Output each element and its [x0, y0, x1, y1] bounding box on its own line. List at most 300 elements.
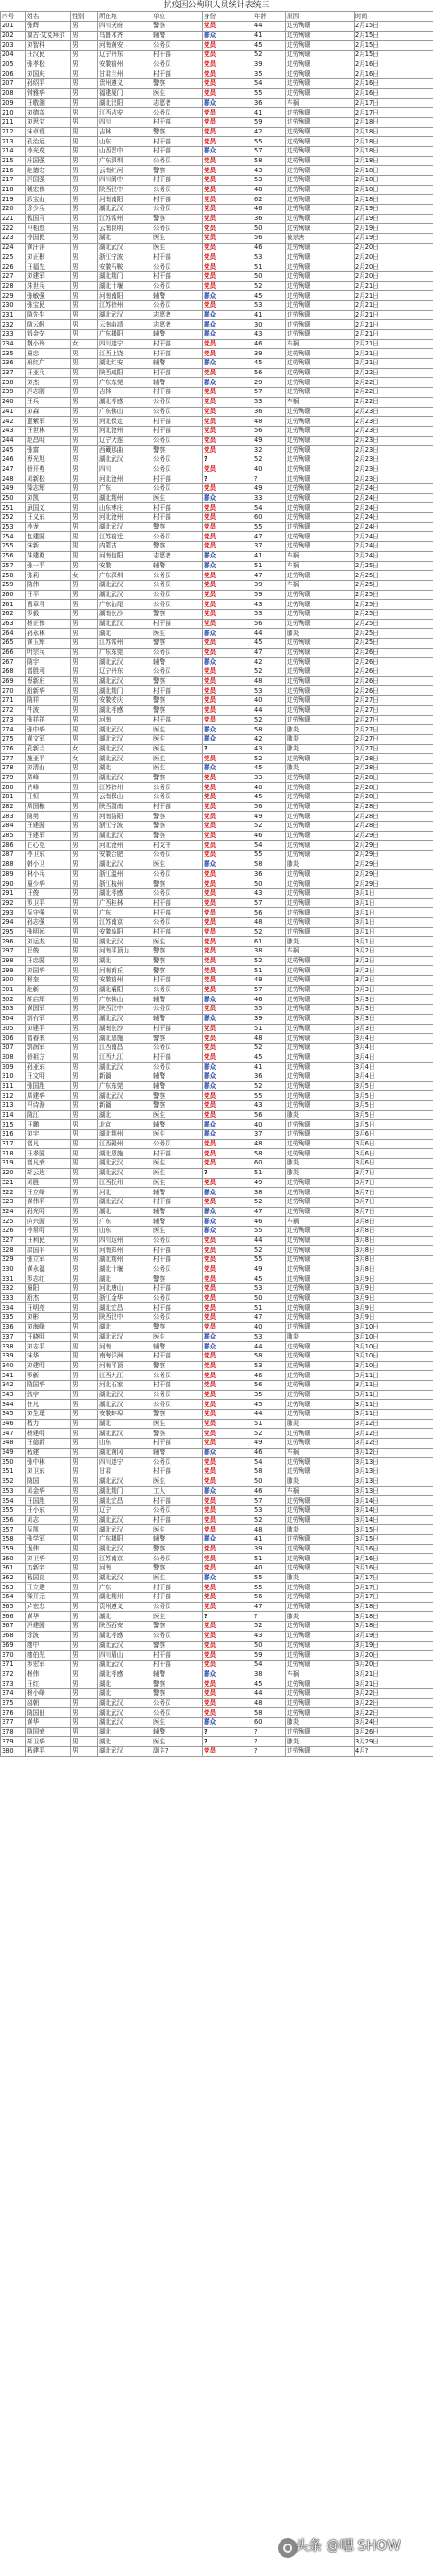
row-date: 2月29日	[355, 869, 433, 879]
row-date: 2月20日	[355, 243, 433, 253]
row-date: 3月10日	[355, 1332, 433, 1342]
row-name: 徐祖方	[26, 1053, 71, 1063]
row-date: 2月17日	[355, 108, 433, 118]
row-identity: 党员	[203, 1544, 253, 1554]
row-name: 施亚平	[26, 754, 71, 764]
row-name: 陈云帆	[26, 320, 71, 330]
row-cause: 过劳殉职	[286, 69, 355, 79]
row-location: 湖北武汉	[98, 1429, 152, 1439]
row-sex: 男	[71, 667, 98, 677]
row-age: 52	[253, 51, 286, 60]
row-no: 201	[1, 22, 26, 32]
row-location: 内蒙古	[98, 542, 152, 552]
row-name: 王平	[26, 590, 71, 600]
row-location: 广东	[98, 1583, 152, 1593]
row-no: 281	[1, 793, 26, 803]
table-row	[1, 339, 433, 349]
row-age: 54	[253, 1458, 286, 1467]
row-cause: 车祸	[286, 339, 355, 349]
row-unit: 警察	[152, 542, 203, 552]
row-unit: 医生	[152, 1525, 203, 1535]
row-identity: 党员	[203, 1256, 253, 1265]
row-name: 王敬湘	[26, 98, 71, 108]
row-unit: 公务员	[152, 397, 203, 407]
row-age: 40	[253, 1564, 286, 1574]
row-name: 蔡新庄	[26, 676, 71, 686]
row-identity: 党员	[203, 1419, 253, 1429]
row-date: 2月16日	[355, 88, 433, 98]
row-sex: 男	[71, 1400, 98, 1410]
row-name: 徐开勇	[26, 465, 71, 474]
row-cause: 过劳殉职	[286, 1429, 355, 1439]
table-row	[1, 1091, 433, 1101]
row-location: 湖北武汉	[98, 831, 152, 841]
row-no: 242	[1, 417, 26, 427]
row-date: 3月20日	[355, 1660, 433, 1670]
row-date: 3月8日	[355, 1265, 433, 1274]
row-sex: 男	[71, 446, 98, 455]
row-unit: 村干部	[152, 349, 203, 359]
row-date: 3月18日	[355, 1622, 433, 1632]
row-identity: 党员	[203, 88, 253, 98]
row-identity: 党员	[203, 234, 253, 244]
row-cause: 过劳殉职	[286, 368, 355, 378]
row-unit: 警察	[152, 446, 203, 455]
row-date: 3月4日	[355, 1053, 433, 1063]
row-identity: 党员	[203, 1274, 253, 1284]
row-location: 湖北武汉	[98, 1660, 152, 1670]
row-age: 49	[253, 1265, 286, 1274]
row-age: 50	[253, 1477, 286, 1486]
table-row	[1, 1583, 433, 1593]
table-row	[1, 1554, 433, 1564]
row-identity: 党员	[203, 947, 253, 957]
row-date: 3月1日	[355, 898, 433, 908]
row-cause: 过劳殉职	[286, 1698, 355, 1708]
row-date: 2月23日	[355, 446, 433, 455]
row-no: 280	[1, 783, 26, 793]
row-identity: 党员	[203, 705, 253, 715]
row-age: 53	[253, 609, 286, 619]
row-sex: 男	[71, 1544, 98, 1554]
header-date: 时间	[355, 12, 433, 22]
row-sex: 男	[71, 1622, 98, 1632]
row-name: 李常明	[26, 1226, 71, 1236]
row-sex: 男	[71, 1351, 98, 1361]
row-location: 湖北武汉	[98, 860, 152, 869]
row-unit: 村干部	[152, 1439, 203, 1449]
row-location: 陕西汉中	[98, 1005, 152, 1015]
row-no: 271	[1, 696, 26, 706]
row-name: 夏阳	[26, 1284, 71, 1294]
table-row	[1, 513, 433, 523]
row-no: 216	[1, 166, 26, 176]
row-age: 36	[253, 214, 286, 224]
row-identity: 党员	[203, 1505, 253, 1515]
row-cause: 过劳殉职	[286, 1534, 355, 1544]
row-no: 235	[1, 349, 26, 359]
row-sex: 男	[71, 1284, 98, 1294]
row-location: 河南平顶山	[98, 947, 152, 957]
row-sex: 男	[71, 1207, 98, 1217]
row-cause: 过劳殉职	[286, 1641, 355, 1651]
row-cause: 过劳殉职	[286, 436, 355, 446]
row-name: 李国民	[26, 234, 71, 244]
row-unit: 公务员	[152, 580, 203, 590]
row-name: 莫古·艾克拜尔	[26, 31, 71, 41]
row-no: 250	[1, 493, 26, 503]
row-location: 湖北武汉	[98, 1573, 152, 1583]
row-age: 53	[253, 397, 286, 407]
row-sex: 男	[71, 1505, 98, 1515]
row-age: 52	[253, 455, 286, 465]
row-cause: 过劳殉职	[286, 812, 355, 822]
row-unit: 警察	[152, 676, 203, 686]
row-location: 乌鲁木齐	[98, 31, 152, 41]
row-name: 张中华	[26, 725, 71, 735]
row-no: 331	[1, 1274, 26, 1284]
table-row	[1, 243, 433, 253]
row-sex: 男	[71, 648, 98, 658]
row-unit: 公务员	[152, 869, 203, 879]
row-date: 2月25日	[355, 561, 433, 571]
table-row	[1, 214, 433, 224]
row-date: 2月28日	[355, 773, 433, 783]
row-age: 48	[253, 417, 286, 427]
table-row	[1, 117, 433, 127]
table-row	[1, 888, 433, 898]
row-sex: 男	[71, 88, 98, 98]
row-cause: 过劳殉职	[286, 224, 355, 234]
row-name: 刘国庆	[26, 69, 71, 79]
row-location: 湖北武汉	[98, 754, 152, 764]
row-unit: 警察	[152, 696, 203, 706]
row-name: 王明亮	[26, 1303, 71, 1313]
row-sex: 男	[71, 137, 98, 147]
row-identity: 党员	[203, 156, 253, 166]
table-row	[1, 1293, 433, 1303]
row-date: 3月4日	[355, 1072, 433, 1081]
row-identity: 党员	[203, 41, 253, 51]
row-name: 邓胜	[26, 1178, 71, 1188]
row-age: 43	[253, 888, 286, 898]
row-cause: 过劳殉职	[286, 696, 355, 706]
row-date: 3月3日	[355, 1014, 433, 1024]
row-unit: 公务员	[152, 600, 203, 610]
row-cause: 肺炎	[286, 734, 355, 744]
table-row	[1, 551, 433, 561]
row-name: 赵昌明	[26, 436, 71, 446]
table-row	[1, 1246, 433, 1256]
row-cause: 过劳殉职	[286, 51, 355, 60]
row-sex: 男	[71, 455, 98, 465]
row-date: 2月18日	[355, 195, 433, 205]
row-date: 3月11日	[355, 1380, 433, 1390]
row-cause: 过劳殉职	[286, 1043, 355, 1053]
row-unit: 公务员	[152, 571, 203, 581]
row-age: 55	[253, 1226, 286, 1236]
row-no: 267	[1, 658, 26, 667]
row-sex: 男	[71, 1708, 98, 1718]
header-location: 所在地	[98, 12, 152, 22]
row-sex: 女	[71, 339, 98, 349]
table-row	[1, 455, 433, 465]
row-no: 254	[1, 532, 26, 542]
row-date: 2月24日	[355, 484, 433, 494]
row-no: 329	[1, 1256, 26, 1265]
row-identity: 党员	[203, 349, 253, 359]
row-sex: 男	[71, 1380, 98, 1390]
row-identity: 党员	[203, 773, 253, 783]
row-age: 58	[253, 1467, 286, 1477]
row-date: 3月9日	[355, 1313, 433, 1323]
row-no: 341	[1, 1371, 26, 1381]
row-identity: 党员	[203, 898, 253, 908]
row-location: 广东揭阳	[98, 330, 152, 340]
row-location: 四川天府	[98, 22, 152, 32]
row-no: 219	[1, 195, 26, 205]
row-date: 3月4日	[355, 1063, 433, 1072]
row-sex: 男	[71, 676, 98, 686]
row-location: 贵州遵义	[98, 79, 152, 89]
row-no: 364	[1, 1593, 26, 1603]
row-name: 张宝民	[26, 300, 71, 310]
row-age: 55	[253, 1573, 286, 1583]
row-unit: 医生	[152, 744, 203, 754]
row-no: 212	[1, 127, 26, 137]
row-cause: 过劳殉职	[286, 1410, 355, 1420]
row-no: 282	[1, 802, 26, 812]
row-date: 2月28日	[355, 822, 433, 832]
row-location: 湖北武汉	[98, 580, 152, 590]
row-cause: 过劳殉职	[286, 851, 355, 860]
row-cause: 过劳殉职	[286, 1505, 355, 1515]
row-name: 王晓明	[26, 1332, 71, 1342]
row-no: 224	[1, 243, 26, 253]
row-no: 295	[1, 927, 26, 937]
row-age: 45	[253, 359, 286, 369]
row-sex: 男	[71, 1371, 98, 1381]
row-sex: 男	[71, 1429, 98, 1439]
row-age: 46	[253, 1217, 286, 1227]
row-unit: 公务员	[152, 300, 203, 310]
row-unit: 公务员	[152, 532, 203, 542]
row-unit: 村干部	[152, 503, 203, 513]
row-identity: 党员	[203, 1708, 253, 1718]
row-age: 47	[253, 1602, 286, 1612]
row-name: 陈先生	[26, 310, 71, 320]
row-sex: 男	[71, 1679, 98, 1689]
row-unit: 村干部	[152, 1651, 203, 1661]
row-cause: 过劳殉职	[286, 79, 355, 89]
row-name: 邓志	[26, 1515, 71, 1525]
row-location: 陕西汉中	[98, 1313, 152, 1323]
row-no: 317	[1, 1139, 26, 1149]
row-cause: 过劳殉职	[286, 359, 355, 369]
table-row	[1, 1256, 433, 1265]
row-cause: 过劳殉职	[286, 474, 355, 484]
row-age: 52	[253, 956, 286, 966]
row-cause: 过劳殉职	[286, 522, 355, 532]
table-row	[1, 407, 433, 417]
table-row	[1, 417, 433, 427]
row-date: 2月18日	[355, 185, 433, 195]
row-location: 湖北襄阳	[98, 985, 152, 995]
row-location: 江苏徐州	[98, 300, 152, 310]
row-unit: 村干部	[152, 146, 203, 156]
row-cause: 肺炎	[286, 1737, 355, 1747]
row-sex: 男	[71, 966, 98, 976]
row-location: 甘肃兰州	[98, 69, 152, 79]
row-age: 56	[253, 1110, 286, 1120]
row-sex: 男	[71, 417, 98, 427]
row-date: 2月26日	[355, 667, 433, 677]
row-unit: 医生	[152, 243, 203, 253]
row-date: 3月6日	[355, 1130, 433, 1140]
row-no: 323	[1, 1197, 26, 1207]
row-location: 浙江温州	[98, 869, 152, 879]
table-row	[1, 69, 433, 79]
row-name: 刘凯	[26, 493, 71, 503]
row-date: 3月6日	[355, 1139, 433, 1149]
row-date: 2月22日	[355, 397, 433, 407]
row-unit: 村干部	[152, 1053, 203, 1063]
row-date: 2月21日	[355, 339, 433, 349]
row-no: 294	[1, 917, 26, 927]
row-location: 浙江杭州	[98, 879, 152, 889]
row-name: 刘建平	[26, 1024, 71, 1034]
row-age: 44	[253, 629, 286, 639]
row-date: 3月5日	[355, 1120, 433, 1130]
row-location: 湖北武汉	[98, 619, 152, 629]
row-sex: 男	[71, 388, 98, 398]
row-date: 3月4日	[355, 1043, 433, 1053]
row-location: 湖北武汉	[98, 205, 152, 215]
row-cause: 肺炎	[286, 937, 355, 947]
row-identity: 党员	[203, 60, 253, 69]
row-cause: 过劳殉职	[286, 310, 355, 320]
row-name: 杨奎	[26, 976, 71, 986]
row-name: 程国良	[26, 1573, 71, 1583]
row-cause: 过劳殉职	[286, 609, 355, 619]
row-no: 297	[1, 947, 26, 957]
row-name: 蓝紫军	[26, 417, 71, 427]
row-identity: 党员	[203, 127, 253, 137]
row-identity: 党员	[203, 1043, 253, 1053]
row-date: 3月6日	[355, 1149, 433, 1159]
row-unit: 警察	[152, 79, 203, 89]
row-location: 河南商丘	[98, 966, 152, 976]
row-location: 湖北武汉	[98, 1525, 152, 1535]
row-name: 王小东	[26, 1505, 71, 1515]
row-sex: 男	[71, 1747, 98, 1757]
table-row	[1, 898, 433, 908]
table-row	[1, 1727, 433, 1737]
table-row	[1, 1371, 433, 1381]
row-cause: 过劳殉职	[286, 330, 355, 340]
row-date: 2月16日	[355, 69, 433, 79]
row-no: 354	[1, 1496, 26, 1506]
row-date: 3月14日	[355, 1515, 433, 1525]
row-date: 2月16日	[355, 60, 433, 69]
row-cause: 过劳殉职	[286, 417, 355, 427]
row-no: 325	[1, 1217, 26, 1227]
row-date: 3月8日	[355, 1226, 433, 1236]
row-age: 51	[253, 1168, 286, 1178]
row-no: 255	[1, 542, 26, 552]
row-age: 39	[253, 580, 286, 590]
table-row	[1, 1130, 433, 1140]
row-date: 3月1日	[355, 917, 433, 927]
row-sex: 女	[71, 571, 98, 581]
table-row	[1, 1612, 433, 1622]
row-sex: 男	[71, 1159, 98, 1169]
row-no: 324	[1, 1207, 26, 1217]
row-date: 3月29日	[355, 1737, 433, 1747]
row-age: 37	[253, 542, 286, 552]
row-sex: 男	[71, 1583, 98, 1593]
row-no: 372	[1, 1670, 26, 1679]
row-location: 四川眉山	[98, 1651, 152, 1661]
table-row	[1, 860, 433, 869]
row-identity: 群众	[203, 1072, 253, 1081]
row-no: 301	[1, 985, 26, 995]
table-row	[1, 822, 433, 832]
row-name: 罗卫平	[26, 898, 71, 908]
row-sex: 男	[71, 166, 98, 176]
table-row	[1, 1439, 433, 1449]
row-no: 374	[1, 1688, 26, 1698]
row-age: 39	[253, 60, 286, 69]
row-location: 河南洛阳	[98, 812, 152, 822]
row-cause: 过劳殉职	[286, 1120, 355, 1130]
row-sex: 男	[71, 879, 98, 889]
row-location: 广西桂林	[98, 898, 152, 908]
row-no: 349	[1, 1448, 26, 1458]
row-identity: 党员	[203, 185, 253, 195]
row-date: 3月6日	[355, 1159, 433, 1169]
row-date: 2月25日	[355, 639, 433, 649]
row-age: 50	[253, 224, 286, 234]
row-name: 赵新	[26, 985, 71, 995]
row-date: 3月19日	[355, 1641, 433, 1651]
row-identity: 党员	[203, 1313, 253, 1323]
row-age: 56	[253, 802, 286, 812]
row-name: 吴凯	[26, 1525, 71, 1535]
row-age: 47	[253, 1313, 286, 1323]
table-row	[1, 763, 433, 773]
row-date: 2月18日	[355, 117, 433, 127]
row-identity: 群众	[203, 561, 253, 571]
table-row	[1, 1564, 433, 1574]
row-name: 杨小峰	[26, 1688, 71, 1698]
row-identity: 党员	[203, 812, 253, 822]
row-identity: 党员	[203, 1410, 253, 1420]
row-cause: 过劳殉职	[286, 1361, 355, 1371]
row-cause: 过劳殉职	[286, 1342, 355, 1352]
row-sex: 男	[71, 513, 98, 523]
row-age: 54	[253, 503, 286, 513]
row-identity: 群众	[203, 359, 253, 369]
row-location: 四川	[98, 117, 152, 127]
row-sex: 男	[71, 715, 98, 725]
row-identity: 党员	[203, 426, 253, 436]
row-sex: 男	[71, 484, 98, 494]
row-sex: 男	[71, 783, 98, 793]
row-unit: 警察	[152, 1622, 203, 1632]
row-cause: 过劳殉职	[286, 571, 355, 581]
row-no: 307	[1, 1043, 26, 1053]
